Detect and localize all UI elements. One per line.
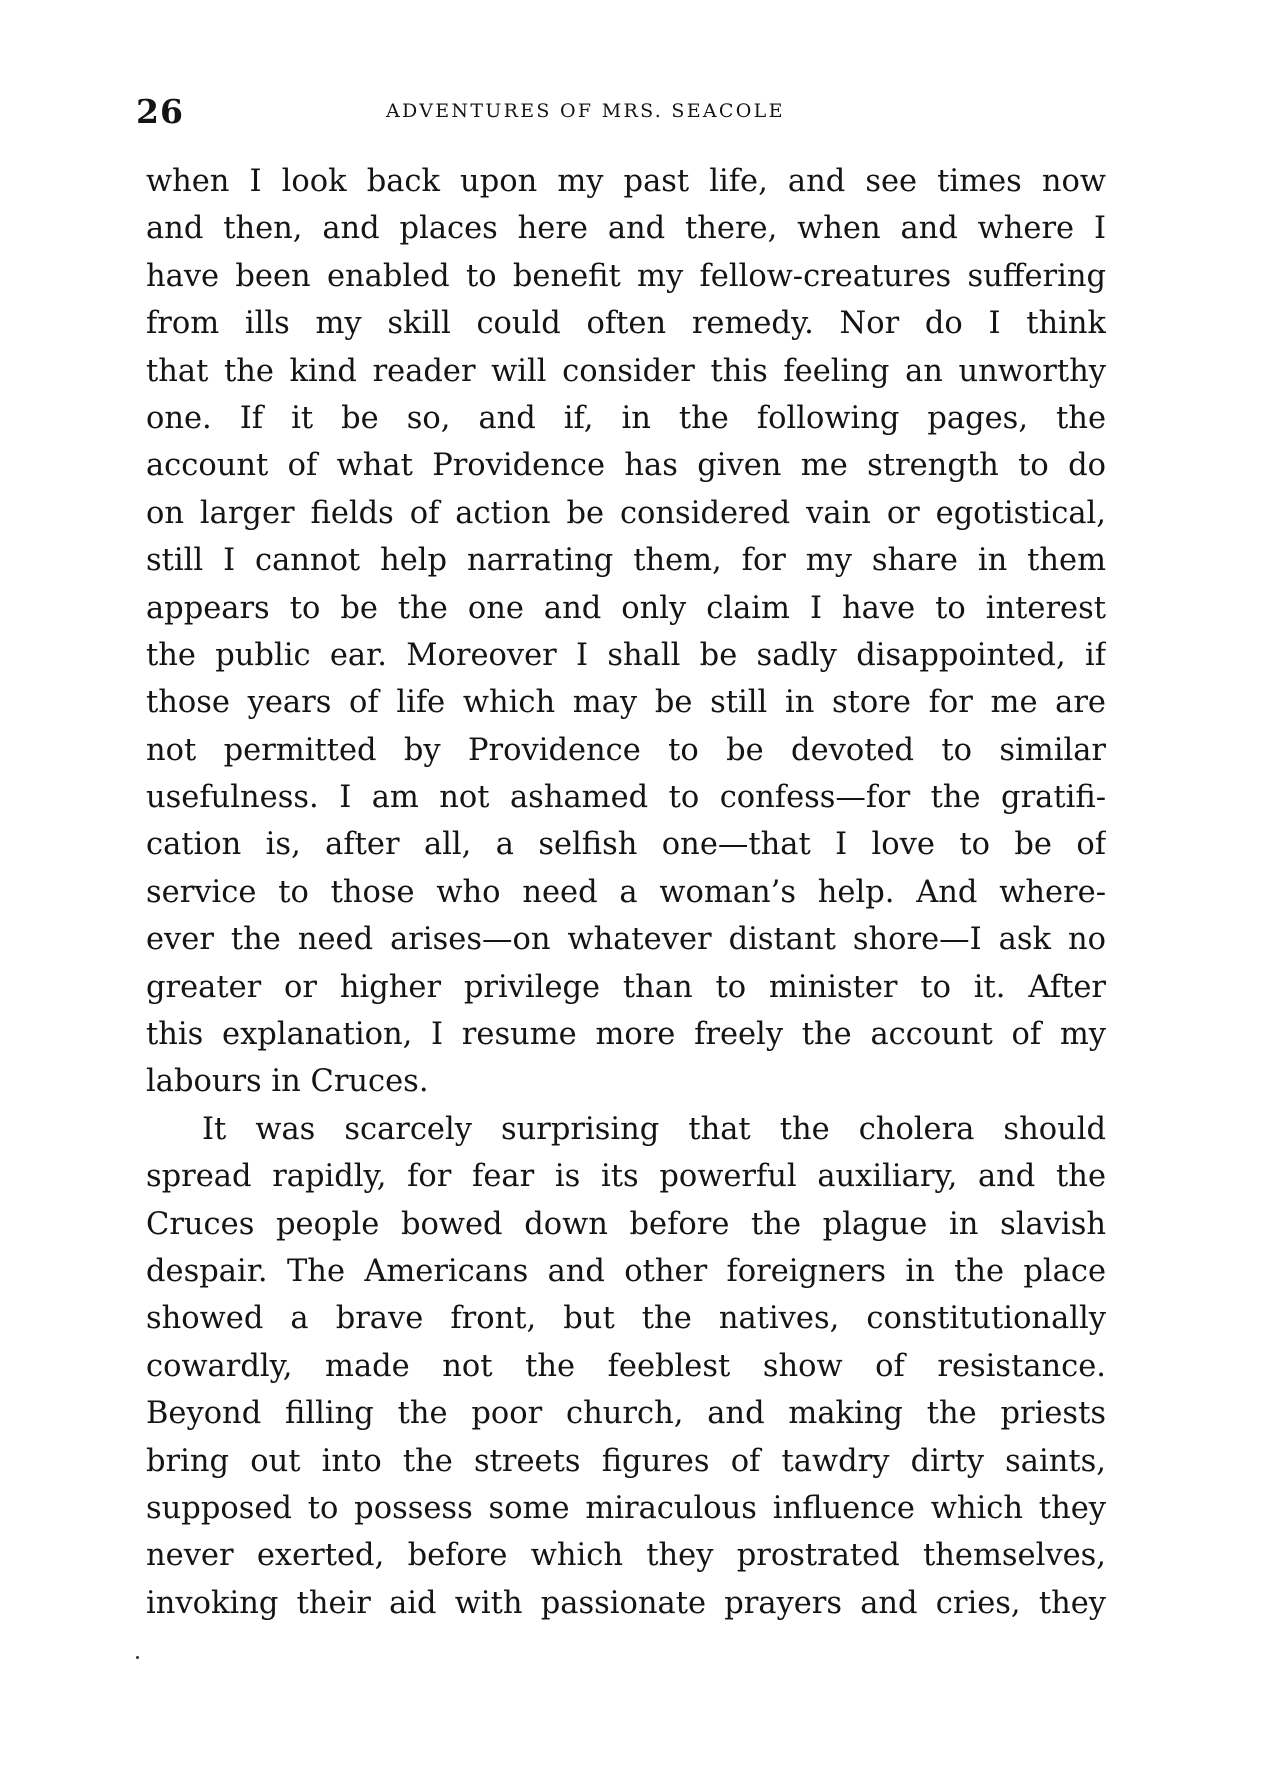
text-line: not permitted by Providence to be devoted to similar: [146, 732, 1106, 768]
text-line: from ills my skill could often remedy. Nor do I think: [146, 306, 1106, 342]
text-line: and then, and places here and there, when and where I: [146, 211, 1106, 247]
ink-speck: [136, 1656, 139, 1659]
text-line: have been enabled to benefit my fellow-creatures suffering: [146, 258, 1106, 294]
text-line: that the kind reader will consider this feeling an unworthy: [146, 353, 1106, 389]
text-line: bring out into the streets figures of tawdry dirty saints,: [146, 1443, 1106, 1479]
body-text: [146, 158, 1106, 1627]
text-line: cowardly, made not the feeblest show of resistance.: [146, 1348, 1106, 1384]
text-line: usefulness. I am not ashamed to confess—for the gratifi-: [146, 780, 1106, 816]
text-line: It was scarcely surprising that the cholera should: [202, 1111, 1106, 1147]
running-title: ADVENTURES OF MRS. SEACOLE: [386, 100, 785, 122]
text-line: service to those who need a woman’s help. And where-: [146, 874, 1106, 910]
paragraph-1: [146, 158, 1106, 1106]
text-line: on larger fields of action be considered vain or egotistical,: [146, 495, 1106, 531]
text-line: ever the need arises—on whatever distant shore—I ask no: [146, 922, 1106, 958]
text-line: supposed to possess some miraculous influence which they: [146, 1490, 1106, 1526]
text-line: one. If it be so, and if, in the following pages, the: [146, 400, 1106, 436]
text-line: invoking their aid with passionate prayers and cries, they: [146, 1585, 1106, 1621]
text-line: spread rapidly, for fear is its powerful auxiliary, and the: [146, 1159, 1106, 1195]
running-head: [136, 92, 1096, 132]
page-number: 26: [136, 92, 184, 131]
text-line: account of what Providence has given me strength to do: [146, 448, 1106, 484]
text-line: Cruces people bowed down before the plague in slavish: [146, 1206, 1106, 1242]
text-line: appears to be the one and only claim I have to interest: [146, 590, 1106, 626]
paragraph-2: [146, 1106, 1106, 1627]
text-line: labours in Cruces.: [146, 1064, 429, 1100]
text-line: Beyond filling the poor church, and making the priests: [146, 1396, 1106, 1432]
text-line: when I look back upon my past life, and see times now: [146, 164, 1106, 199]
text-line: despair. The Americans and other foreigners in the place: [146, 1253, 1106, 1289]
text-line: never exerted, before which they prostrated themselves,: [146, 1538, 1106, 1574]
text-line: this explanation, I resume more freely the account of my: [146, 1017, 1106, 1053]
text-line: the public ear. Moreover I shall be sadly disappointed, if: [146, 637, 1106, 673]
text-line: those years of life which may be still in store for me are: [146, 685, 1106, 721]
text-line: greater or higher privilege than to minister to it. After: [146, 969, 1106, 1005]
text-line: cation is, after all, a selfish one—that I love to be of: [146, 827, 1106, 863]
text-line: showed a brave front, but the natives, constitutionally: [146, 1301, 1106, 1337]
text-line: still I cannot help narrating them, for my share in them: [146, 543, 1106, 579]
